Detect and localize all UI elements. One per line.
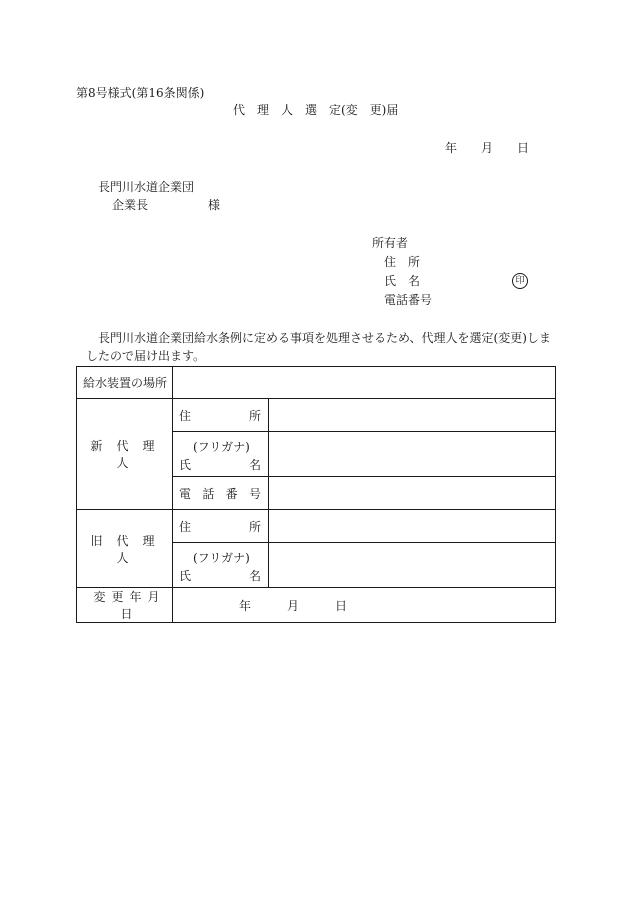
phone-char-2: 話 [202, 486, 215, 501]
owner-heading: 所有者 [372, 236, 409, 250]
address-char-2: 所 [248, 519, 261, 534]
body-text-line1: 長門川水道企業団給水条例に定める事項を処理させるため、代理人を選定(変更)しま [98, 331, 551, 345]
new-agent-address-value[interactable] [269, 399, 556, 432]
phone-char-1: 電 [179, 486, 192, 501]
address-char-1: 住 [179, 519, 192, 534]
date-line: 年 月 日 [445, 141, 530, 155]
furigana-label: (フリガナ) [193, 551, 250, 565]
name-char-1: 氏 [179, 458, 192, 472]
phone-char-3: 番 [225, 486, 238, 501]
location-row [77, 367, 556, 399]
old-agent-address-value[interactable] [269, 510, 556, 543]
form-title: 代 理 人 選 定(変 更)届 [233, 103, 399, 117]
new-agent-name-value[interactable] [269, 432, 556, 477]
recipient-title: 企業長 様 [112, 198, 221, 212]
owner-phone-label: 電話番号 [384, 293, 433, 307]
change-date-value[interactable]: 年 月 日 [173, 588, 556, 623]
owner-name-label: 氏 名 [384, 274, 421, 288]
name-char-2: 名 [248, 569, 261, 583]
new-agent-phone-label [173, 477, 269, 510]
location-label: 給水装置の場所 [77, 367, 173, 399]
agent-form-table [76, 366, 556, 623]
new-agent-name-label [173, 432, 269, 477]
seal-mark: 印 [512, 273, 528, 289]
furigana-label: (フリガナ) [193, 440, 250, 454]
name-char-2: 名 [248, 458, 261, 472]
new-agent-phone-value[interactable] [269, 477, 556, 510]
new-agent-label: 新代理人 [77, 399, 173, 510]
new-agent-address-label [173, 399, 269, 432]
old-agent-name-label [173, 543, 269, 588]
location-value[interactable] [173, 367, 556, 399]
address-char-2: 所 [248, 408, 261, 423]
name-char-1: 氏 [179, 569, 192, 583]
phone-char-4: 号 [248, 486, 261, 501]
recipient-org: 長門川水道企業団 [98, 180, 195, 194]
new-agent-address-row [77, 399, 556, 432]
address-char-1: 住 [179, 408, 192, 423]
old-agent-address-label [173, 510, 269, 543]
old-agent-address-row [77, 510, 556, 543]
owner-address-label: 住 所 [384, 255, 421, 269]
form-number: 第8号様式(第16条関係) [76, 86, 205, 100]
body-text-line2: したので届け出ます。 [86, 349, 206, 363]
old-agent-name-value[interactable] [269, 543, 556, 588]
change-date-label: 変更年月日 [77, 588, 173, 623]
old-agent-label: 旧代理人 [77, 510, 173, 588]
change-date-row [77, 588, 556, 623]
